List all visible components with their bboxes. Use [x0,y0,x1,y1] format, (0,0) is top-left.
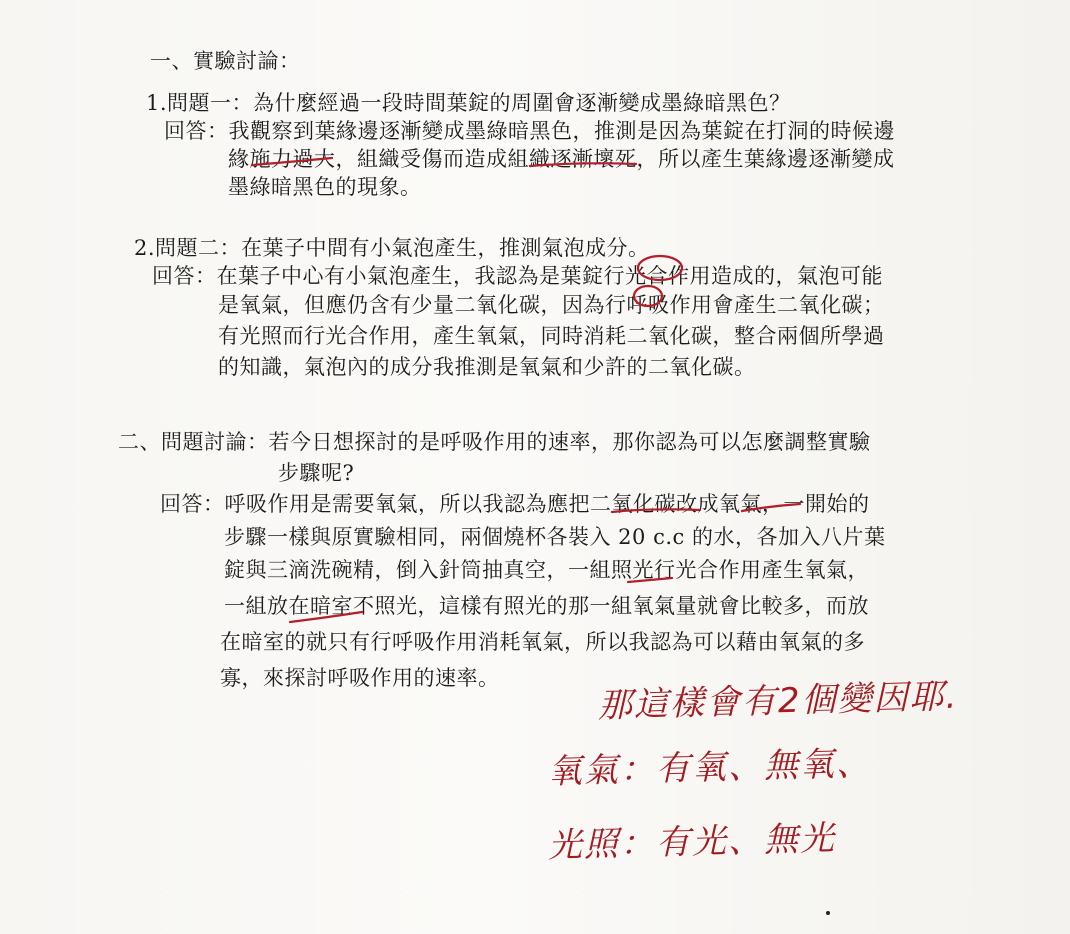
ink-dot [826,911,830,915]
answer-1-line-1: 回答：我觀察到葉緣邊逐漸變成墨綠暗黑色，推測是因為葉錠在打洞的時候邊 [164,119,895,143]
answer-2-line-2: 是氧氣，但應仍含有少量二氧化碳，因為行呼吸作用會產生二氧化碳； [218,293,885,317]
answer-3-line-2: 步驟一樣與原實驗相同，兩個燒杯各裝入 20 c.c 的水，各加入八片葉 [224,525,886,549]
question-2: 2.問題二：在葉子中間有小氣泡產生，推測氣泡成分。 [134,236,650,260]
answer-3-line-4: 一組放在暗室不照光，這樣有照光的那一組氧氣量就會比較多，而放 [224,594,869,618]
section-1-heading: 一、實驗討論： [150,49,301,73]
teacher-comment-line-3: 光照：有光、無光 [547,818,837,866]
answer-2-line-3: 有光照而行光合作用，產生氧氣，同時消耗二氧化碳，整合兩個所學過 [218,324,885,348]
answer-1-line-2: 緣施力過大，組織受傷而造成組織逐漸壞死，所以產生葉緣邊逐漸變成 [228,147,895,171]
section-2-question-line-1: 二、問題討論：若今日想探討的是呼吸作用的速率，那你認為可以怎麼調整實驗 [118,430,871,454]
teacher-comment-line-1: 那這樣會有2個變因耶. [597,676,959,726]
question-1: 1.問題一：為什麼經過一段時間葉錠的周圍會逐漸變成墨綠暗黑色？ [146,91,791,115]
answer-3-line-5: 在暗室的就只有行呼吸作用消耗氧氣，所以我認為可以藉由氧氣的多 [220,630,865,654]
answer-1-line-3: 墨綠暗黑色的現象。 [228,175,422,199]
answer-2-line-1: 回答：在葉子中心有小氣泡產生，我認為是葉錠行光合作用造成的，氣泡可能 [152,264,883,288]
section-2-question-line-2: 步驟呢? [278,461,355,485]
teacher-comment-line-2: 氧氣：有氧、無氧、 [547,743,873,792]
answer-3-line-6: 寡，來探討呼吸作用的速率。 [220,666,500,690]
answer-3-line-3: 錠與三滴洗碗精，倒入針筒抽真空，一組照光行光合作用產生氧氣， [224,558,869,582]
answer-3-line-1: 回答：呼吸作用是需要氧氣，所以我認為應把二氧化碳改成氧氣，一開始的 [160,492,870,516]
answer-2-line-4: 的知識，氣泡內的成分我推測是氧氣和少許的二氧化碳。 [218,355,756,379]
